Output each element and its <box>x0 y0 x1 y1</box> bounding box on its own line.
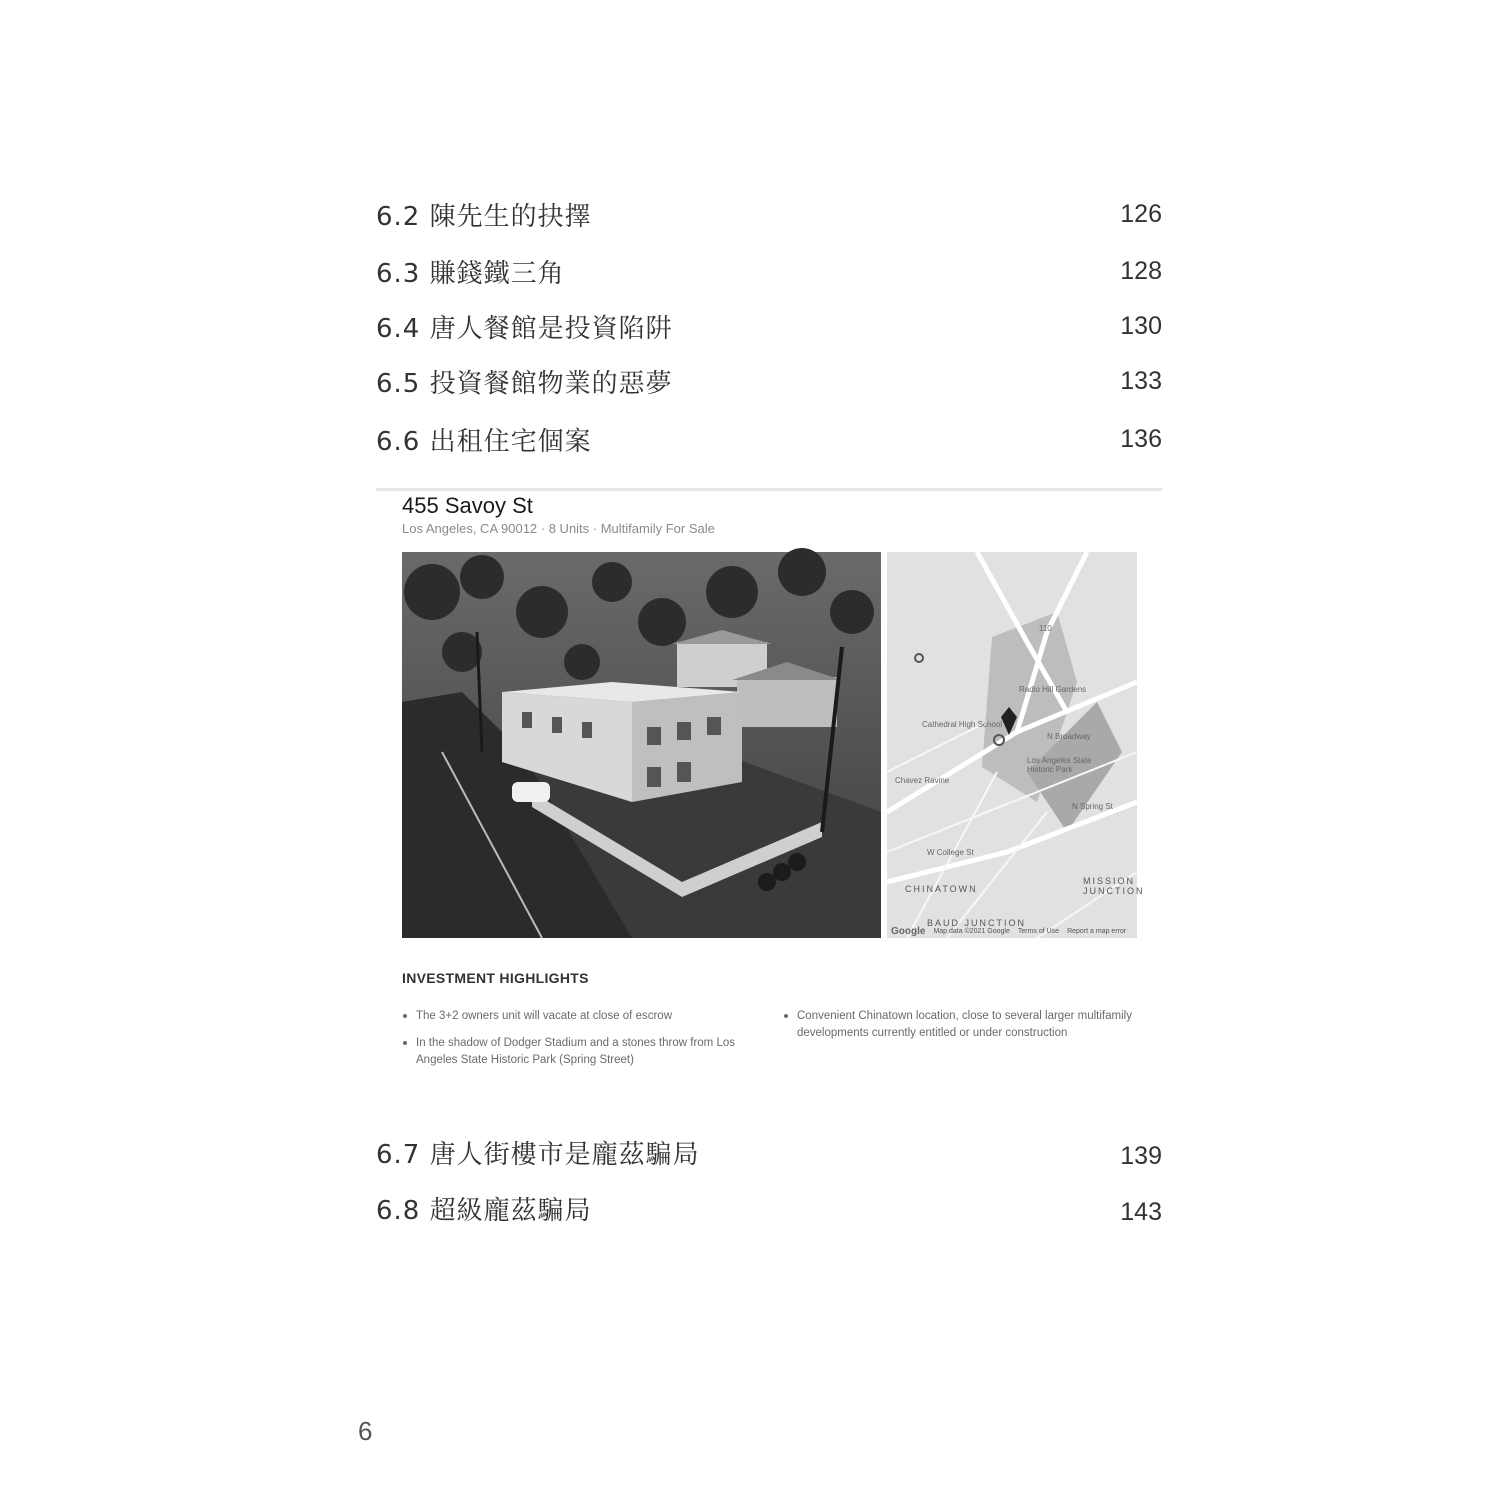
toc-entry-6-6[interactable] <box>376 419 1162 459</box>
toc-entry-title: 6.7 唐人街樓市是龐茲騙局 <box>376 1140 700 1170</box>
map-data-credit: Map data ©2021 Google <box>933 927 1010 935</box>
map-label-cathedral: Cathedral High School <box>922 720 1003 729</box>
property-photo-illustration <box>402 552 881 938</box>
map-label-radio-hill: Radio Hill Gardens <box>1019 685 1087 694</box>
map-label-chinatown: CHINATOWN <box>905 884 978 894</box>
highlight-item: In the shadow of Dodger Stadium and a stones throw from Los Angeles State Historic Park (Spring Street) <box>402 1035 747 1069</box>
toc-entry-page: 128 <box>1120 256 1162 285</box>
toc-entry-6-3[interactable] <box>376 251 1162 291</box>
section-divider <box>376 488 1162 491</box>
map-label-broadway: N Broadway <box>1047 732 1091 741</box>
map-label-baud: BAUD JUNCTION <box>927 918 1027 928</box>
google-logo: Google <box>891 925 926 937</box>
page-number: 6 <box>358 1416 373 1446</box>
toc-entry-6-7[interactable] <box>376 1134 1162 1174</box>
map-report-link[interactable]: Report a map error <box>1067 927 1127 935</box>
toc-entry-title: 6.3 賺錢鐵三角 <box>376 258 565 289</box>
map-label-college: W College St <box>927 848 974 857</box>
toc-entry-title: 6.5 投資餐館物業的惡夢 <box>376 368 673 399</box>
highlight-item: The 3+2 owners unit will vacate at close of escrow <box>402 1008 747 1025</box>
map-label-chavez: Chavez Ravine <box>895 776 950 785</box>
highlight-item: Convenient Chinatown location, close to several larger multifamily developments currently entitled or under construction <box>783 1008 1133 1042</box>
toc-entry-title: 6.6 出租住宅個案 <box>376 426 592 457</box>
toc-entry-6-8[interactable] <box>376 1190 1162 1230</box>
location-map[interactable] <box>887 552 1145 938</box>
toc-entry-6-4[interactable] <box>376 306 1162 346</box>
toc-entry-6-2[interactable] <box>376 194 1162 234</box>
listing-title: 455 Savoy St <box>402 493 533 518</box>
toc-entry-title: 6.8 超級龐茲騙局 <box>376 1196 592 1226</box>
listing-subtitle: Los Angeles, CA 90012 · 8 Units · Multifamily For Sale <box>402 521 715 536</box>
map-label-spring: N Spring St <box>1072 802 1113 811</box>
property-photo <box>402 552 881 938</box>
toc-entry-6-5[interactable] <box>376 361 1162 401</box>
toc-entry-page: 143 <box>1120 1198 1162 1226</box>
map-footer <box>887 924 1141 938</box>
toc-entry-page: 130 <box>1120 311 1162 340</box>
toc-entry-page: 136 <box>1120 424 1162 453</box>
highlights-list-right <box>783 1008 1133 1052</box>
toc-entry-title: 6.4 唐人餐館是投資陷阱 <box>376 313 673 344</box>
toc-entry-title: 6.2 陳先生的抉擇 <box>376 201 592 232</box>
highlights-list-left <box>402 1008 747 1079</box>
toc-entry-page: 133 <box>1120 366 1162 395</box>
map-label-mission: MISSION JUNCTION <box>1083 876 1145 896</box>
map-terms-link[interactable]: Terms of Use <box>1017 927 1060 935</box>
map-label-la-park: Los Angeles State Historic Park <box>1027 756 1092 774</box>
investment-highlights-heading: INVESTMENT HIGHLIGHTS <box>402 970 589 986</box>
toc-entry-page: 126 <box>1120 199 1162 228</box>
toc-entry-page: 139 <box>1120 1142 1162 1170</box>
map-label-hwy: 110 <box>1039 624 1052 633</box>
